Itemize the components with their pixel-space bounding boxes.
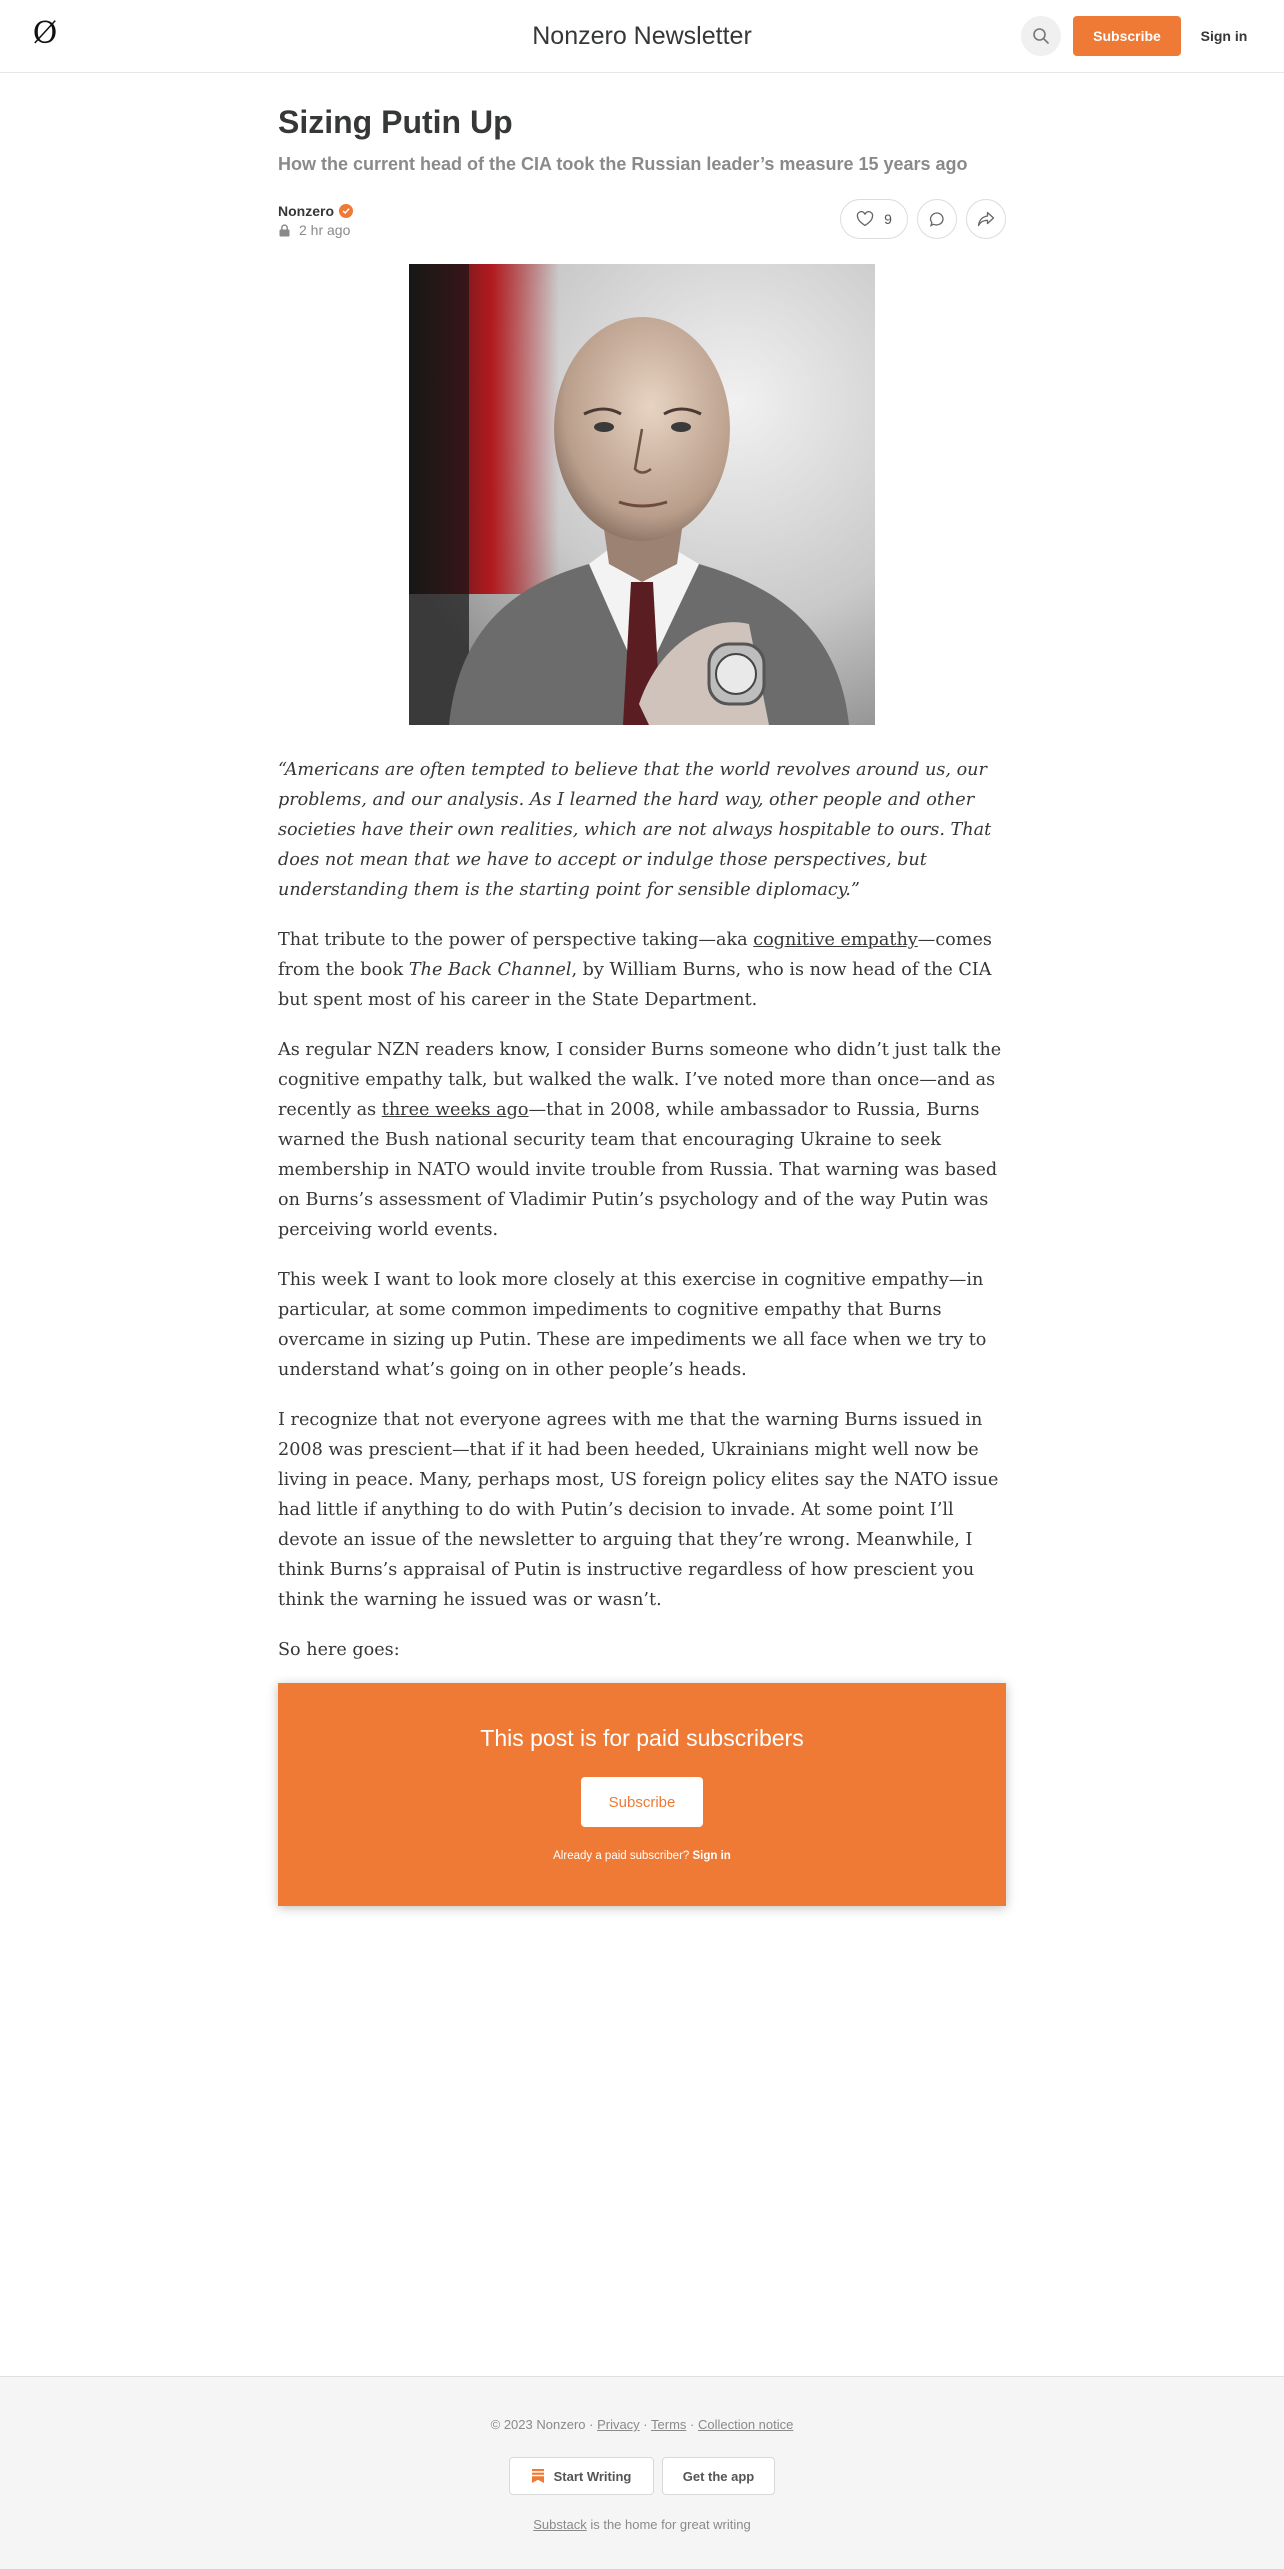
lock-icon: [278, 224, 291, 237]
collection-notice-link[interactable]: Collection notice: [697, 2417, 794, 2432]
start-writing-label: Start Writing: [553, 2468, 632, 2484]
paragraph-3: This week I want to look more closely at this exercise in cognitive empathy—in particular, at some common impediments to cognitive empathy that Burns overcame in sizing up Putin. These are impediments we all face when we try to understand what’s going on in other people’s heads.: [278, 1270, 987, 1380]
share-icon: [977, 211, 995, 227]
paywall-title: This post is for paid subscribers: [480, 1725, 804, 1751]
terms-link[interactable]: Terms: [651, 2417, 687, 2432]
paywall-signin-link[interactable]: Sign in: [692, 1850, 731, 1862]
comment-icon: [929, 211, 946, 228]
search-button[interactable]: [1021, 16, 1061, 56]
site-title[interactable]: Nonzero Newsletter: [532, 22, 752, 50]
paywall-subscribe-button[interactable]: Subscribe: [581, 1777, 703, 1827]
footer-links: © 2023 Nonzero · Privacy · Terms · Collection notice: [490, 2417, 794, 2432]
comment-button[interactable]: [917, 199, 957, 239]
book-title: The Back Channel: [408, 960, 572, 980]
paywall-box: [278, 1683, 1006, 1906]
like-button[interactable]: [840, 199, 908, 239]
post-subtitle: How the current head of the CIA took the Russian leader’s measure 15 years ago: [278, 154, 968, 174]
verified-badge-icon: [339, 204, 353, 218]
substack-logo-icon: [532, 2469, 544, 2483]
portrait-illustration: [409, 264, 875, 725]
substack-link[interactable]: Substack: [533, 2517, 587, 2532]
top-navigation-bar: [0, 0, 1284, 73]
like-count: 9: [884, 211, 892, 227]
paragraph-4: I recognize that not everyone agrees with me that the warning Burns issued in 2008 was prescient—that if it had been heeded, Ukrainians might well now be living in peace. Many, perhaps most, US foreign policy elites say the NATO issue had little if anything to do with Putin’s decision to invade. At some point I’ll devote an issue of the newsletter to arguing that they’re wrong. Meanwhile, I think Burns’s appraisal of Putin is instructive regardless of how prescient you think the warning he issued was or wasn’t.: [278, 1410, 999, 1610]
article-body: [278, 755, 1006, 1685]
paragraph-2: As regular NZN readers know, I consider Burns someone who didn’t just talk the cognitive empathy talk, but walked the walk. I’ve noted more than once—and as recently as three weeks ago—that in 2008, while ambassador to Russia, Burns warned the Bush national security team that encouraging Ukraine to seek membership in NATO would invite trouble from Russia. That warning was based on Burns’s assessment of Vladimir Putin’s psychology and of the way Putin was perceiving world events.: [278, 1040, 1002, 1240]
post-timestamp: 2 hr ago: [299, 222, 351, 238]
sign-in-link[interactable]: Sign in: [1200, 28, 1248, 44]
search-icon: [1032, 27, 1050, 45]
opening-quote: “Americans are often tempted to believe that the world revolves around us, our problems, and our analysis. As I learned the hard way, other people and other societies have their own realities, which are not always hospitable to ours. That does not mean that we have to accept or indulge those perspectives, but understanding them is the starting point for sensible diplomacy.”: [278, 760, 992, 900]
site-logo[interactable]: Ø: [32, 16, 58, 51]
share-button[interactable]: [966, 199, 1006, 239]
cognitive-empathy-link[interactable]: cognitive empathy: [753, 930, 918, 950]
author-byline: [278, 203, 353, 219]
three-weeks-ago-link[interactable]: three weeks ago: [381, 1100, 529, 1120]
start-writing-button[interactable]: [509, 2457, 654, 2495]
copyright-text: © 2023 Nonzero: [490, 2417, 586, 2432]
paragraph-5: So here goes:: [278, 1640, 400, 1660]
heart-icon: [856, 211, 874, 227]
page-footer: [0, 2376, 1284, 2569]
paragraph-1: That tribute to the power of perspective taking—aka cognitive empathy—comes from the book The Back Channel, by William Burns, who is now head of the CIA but spent most of his career in the State Department.: [278, 930, 992, 1010]
get-the-app-button[interactable]: Get the app: [662, 2457, 775, 2495]
subscribe-button[interactable]: Subscribe: [1073, 16, 1181, 56]
author-name[interactable]: Nonzero: [278, 203, 334, 219]
post-hero-image[interactable]: [409, 264, 875, 725]
footer-tagline: Substack is the home for great writing: [533, 2517, 751, 2532]
paywall-signin-prompt: Already a paid subscriber? Sign in: [553, 1850, 731, 1862]
post-meta: [278, 221, 350, 239]
privacy-link[interactable]: Privacy: [597, 2417, 640, 2432]
post-title: Sizing Putin Up: [278, 104, 513, 140]
